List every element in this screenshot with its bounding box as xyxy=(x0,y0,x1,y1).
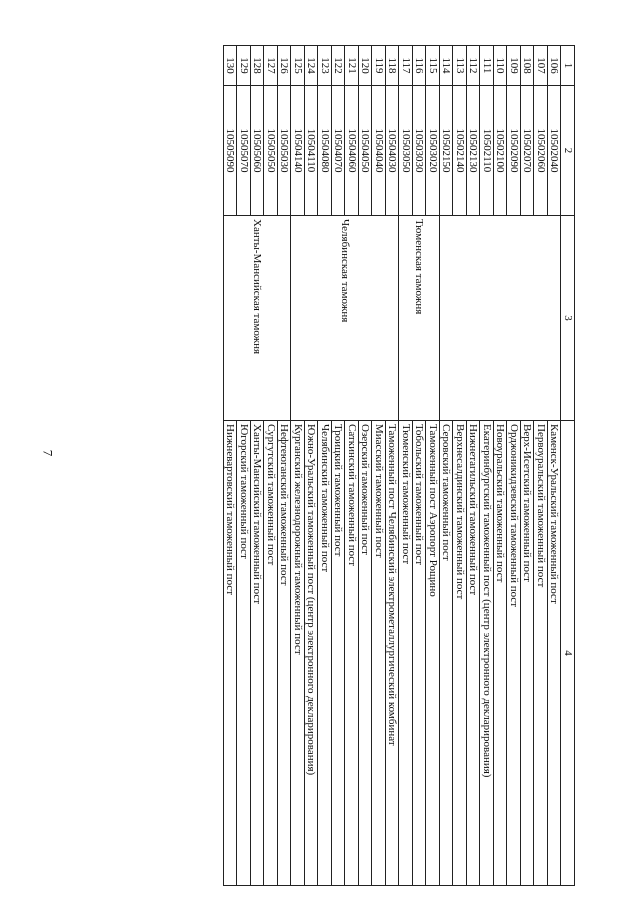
post-code-cell: 10504040 xyxy=(372,86,386,216)
customs-post-name-cell: Миасский таможенный пост xyxy=(372,421,386,886)
row-number-cell: 126 xyxy=(278,46,292,86)
customs-post-name-cell: Нижнетагильский таможенный пост xyxy=(467,421,481,886)
customs-post-name-cell: Нижневартовский таможенный пост xyxy=(224,421,238,886)
table-row xyxy=(426,46,440,886)
row-number-cell: 125 xyxy=(291,46,305,86)
table-row xyxy=(386,46,400,886)
row-number-cell: 114 xyxy=(440,46,454,86)
customs-post-name-cell: Таможенный пост Челябинский электрометаллургический комбинат xyxy=(386,421,400,886)
customs-post-name-cell: Тобольский таможенный пост xyxy=(413,421,427,886)
header-cell-3: 3 xyxy=(561,216,575,421)
table-row xyxy=(507,46,521,886)
table-row xyxy=(480,46,494,886)
table-row xyxy=(548,46,562,886)
post-code-cell: 10503020 xyxy=(426,86,440,216)
row-number-cell: 123 xyxy=(318,46,332,86)
post-code-cell: 10502130 xyxy=(467,86,481,216)
post-code-cell: 10504140 xyxy=(291,86,305,216)
table-row xyxy=(224,46,238,886)
post-code-cell: 10505070 xyxy=(237,86,251,216)
row-number-cell: 127 xyxy=(264,46,278,86)
customs-name-cell: Ханты-Мансийская таможня xyxy=(224,216,292,421)
row-number-cell: 115 xyxy=(426,46,440,86)
table-row xyxy=(318,46,332,886)
rotated-table-wrapper xyxy=(75,45,575,885)
post-code-cell: 10505030 xyxy=(278,86,292,216)
customs-post-name-cell: Югорский таможенный пост xyxy=(237,421,251,886)
table-row xyxy=(264,46,278,886)
table-row xyxy=(237,46,251,886)
table-row xyxy=(534,46,548,886)
table-row xyxy=(372,46,386,886)
row-number-cell: 117 xyxy=(399,46,413,86)
row-number-cell: 106 xyxy=(548,46,562,86)
row-number-cell: 111 xyxy=(480,46,494,86)
table-row xyxy=(359,46,373,886)
post-code-cell: 10502150 xyxy=(440,86,454,216)
table-row xyxy=(332,46,346,886)
row-number-cell: 108 xyxy=(521,46,535,86)
post-code-cell: 10504050 xyxy=(359,86,373,216)
post-code-cell: 10502140 xyxy=(453,86,467,216)
table-row xyxy=(453,46,467,886)
post-code-cell: 10503030 xyxy=(413,86,427,216)
row-number-cell: 128 xyxy=(251,46,265,86)
row-number-cell: 110 xyxy=(494,46,508,86)
customs-post-name-cell: Ханты-Мансийский таможенный пост xyxy=(251,421,265,886)
post-code-cell: 10502070 xyxy=(521,86,535,216)
customs-post-name-cell: Нефтеюганский таможенный пост xyxy=(278,421,292,886)
customs-post-name-cell: Верхнесалдинский таможенный пост xyxy=(453,421,467,886)
customs-post-name-cell: Озерский таможенный пост xyxy=(359,421,373,886)
row-number-cell: 122 xyxy=(332,46,346,86)
row-number-cell: 109 xyxy=(507,46,521,86)
header-cell-4: 4 xyxy=(561,421,575,886)
row-number-cell: 112 xyxy=(467,46,481,86)
header-cell-2: 2 xyxy=(561,86,575,216)
customs-post-name-cell: Серовский таможенный пост xyxy=(440,421,454,886)
row-number-cell: 107 xyxy=(534,46,548,86)
customs-name-cell xyxy=(440,216,562,421)
table-row xyxy=(399,46,413,886)
row-number-cell: 113 xyxy=(453,46,467,86)
page-number: 7 xyxy=(40,449,56,457)
header-row xyxy=(561,46,575,886)
post-code-cell: 10504080 xyxy=(318,86,332,216)
post-code-cell: 10502100 xyxy=(494,86,508,216)
customs-post-name-cell: Сургутский таможенный пост xyxy=(264,421,278,886)
customs-post-name-cell: Троицкий таможенный пост xyxy=(332,421,346,886)
post-code-cell: 10502110 xyxy=(480,86,494,216)
table-body xyxy=(224,46,562,886)
row-number-cell: 116 xyxy=(413,46,427,86)
row-number-cell: 120 xyxy=(359,46,373,86)
post-code-cell: 10504060 xyxy=(345,86,359,216)
row-number-cell: 121 xyxy=(345,46,359,86)
customs-name-cell: Тюменская таможня xyxy=(399,216,440,421)
post-code-cell: 10502060 xyxy=(534,86,548,216)
customs-post-name-cell: Саткинский таможенный пост xyxy=(345,421,359,886)
customs-post-name-cell: Верх-Исетский таможенный пост xyxy=(521,421,535,886)
table-row xyxy=(413,46,427,886)
customs-post-name-cell: Каменск-Уральский таможенный пост xyxy=(548,421,562,886)
table-row xyxy=(494,46,508,886)
table-row xyxy=(467,46,481,886)
customs-post-name-cell: Курганский железнодорожный таможенный пост xyxy=(291,421,305,886)
row-number-cell: 129 xyxy=(237,46,251,86)
row-number-cell: 124 xyxy=(305,46,319,86)
header-cell-1: 1 xyxy=(561,46,575,86)
customs-name-cell: Челябинская таможня xyxy=(291,216,399,421)
post-code-cell: 10503050 xyxy=(399,86,413,216)
table-row xyxy=(521,46,535,886)
post-code-cell: 10502040 xyxy=(548,86,562,216)
post-code-cell: 10505050 xyxy=(264,86,278,216)
row-number-cell: 130 xyxy=(224,46,238,86)
customs-post-name-cell: Челябинский таможенный пост xyxy=(318,421,332,886)
post-code-cell: 10502090 xyxy=(507,86,521,216)
table-row xyxy=(278,46,292,886)
row-number-cell: 118 xyxy=(386,46,400,86)
customs-post-name-cell: Первоуральский таможенный пост xyxy=(534,421,548,886)
post-code-cell: 10504030 xyxy=(386,86,400,216)
post-code-cell: 10504110 xyxy=(305,86,319,216)
customs-post-name-cell: Тюменский таможенный пост xyxy=(399,421,413,886)
customs-post-name-cell: Орджоникидзевский таможенный пост xyxy=(507,421,521,886)
table-row xyxy=(291,46,305,886)
customs-post-name-cell: Новоуральский таможенный пост xyxy=(494,421,508,886)
post-code-cell: 10505090 xyxy=(224,86,238,216)
row-number-cell: 119 xyxy=(372,46,386,86)
customs-posts-table xyxy=(223,45,575,886)
table-row xyxy=(345,46,359,886)
post-code-cell: 10505060 xyxy=(251,86,265,216)
post-code-cell: 10504070 xyxy=(332,86,346,216)
table-row xyxy=(251,46,265,886)
table-row xyxy=(305,46,319,886)
customs-post-name-cell: Екатеринбургский таможенный пост (центр электронного декларирования) xyxy=(480,421,494,886)
customs-post-name-cell: Южно-Уральский таможенный пост (центр электронного декларирования) xyxy=(305,421,319,886)
table-row xyxy=(440,46,454,886)
customs-post-name-cell: Таможенный пост Аэропорт Рощино xyxy=(426,421,440,886)
